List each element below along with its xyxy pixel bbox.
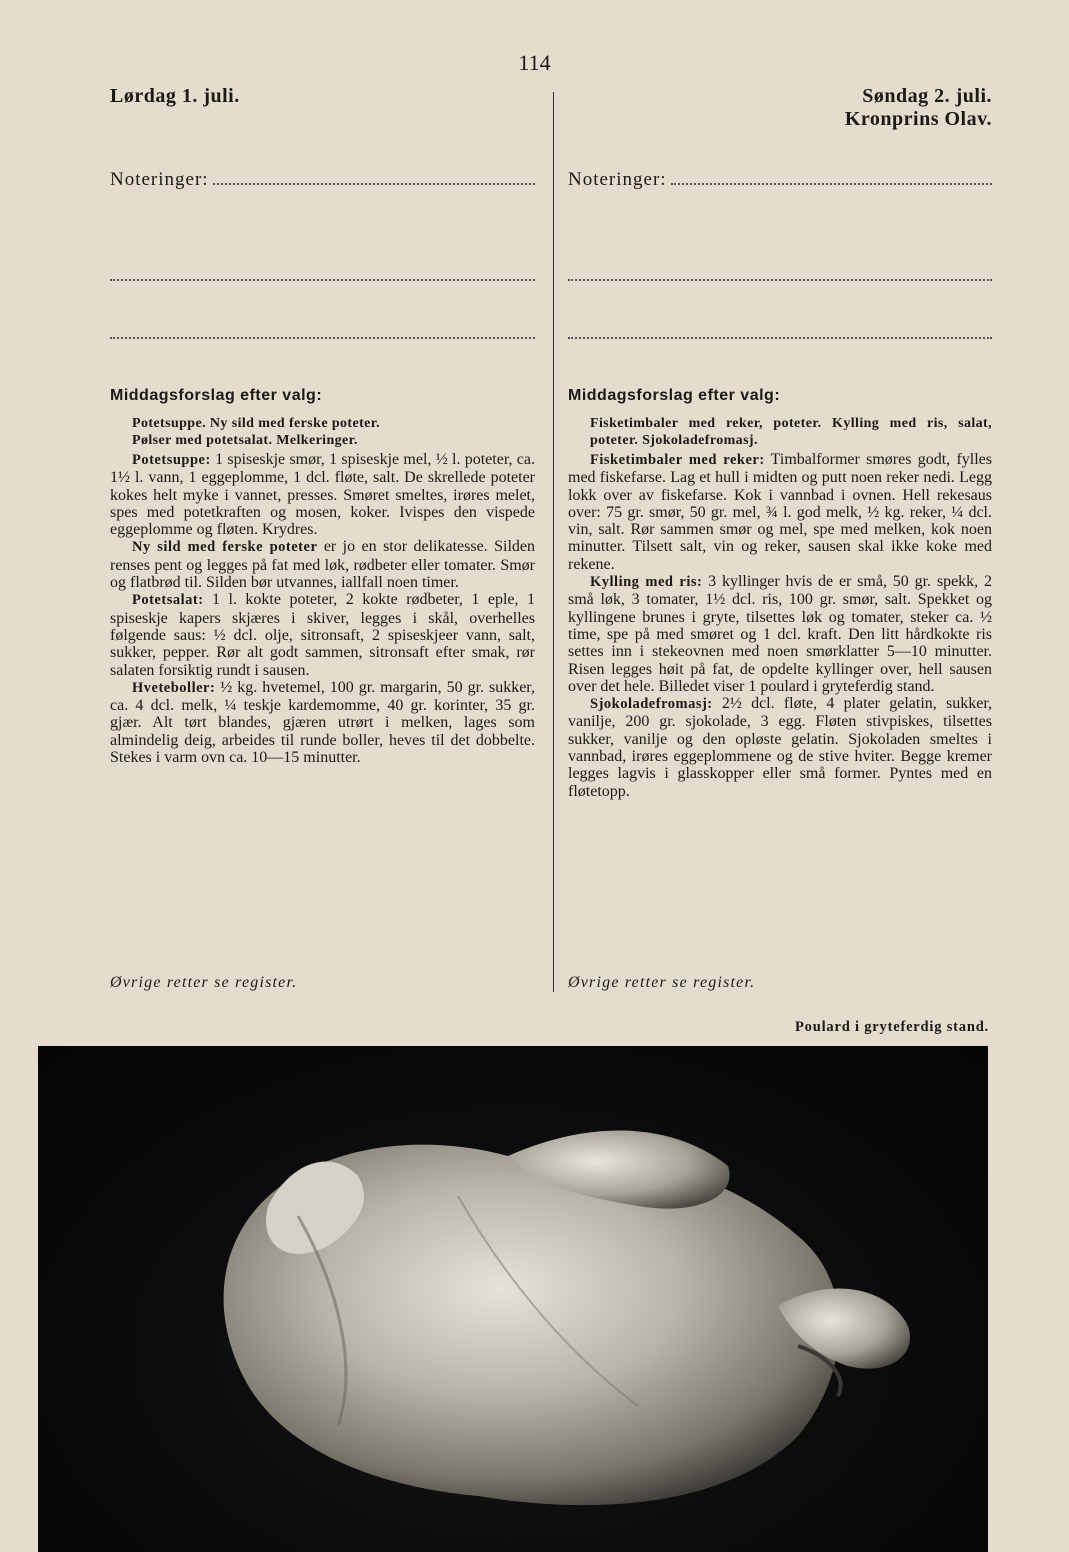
menu-item: Potetsuppe. Ny sild med ferske poteter.: [132, 416, 381, 431]
photo-caption: Poulard i gryteferdig stand.: [795, 1019, 989, 1035]
other-dishes-note-left: Øvrige retter se register.: [110, 974, 298, 991]
recipe-paragraph: [110, 451, 535, 538]
recipe-body: 3 kyllinger hvis de er små, 50 gr. spekk, 2 små løk, 3 tomater, 1½ dcl. ris, 100 gr. smør, salt. Spekket og kyllingene brunes i gryte, tilsettes løk og tomater, steker ca. ½ time, spe på med smøret og 1 dcl. kraft. Den litt hårdkokte ris settes inn i stekeovnen med noen smørklatter 5—10 minutter. Risen legges høit på fat, de opdelte kyllinger over, hell sausen over det hele. Billedet viser 1 poulard i gryteferdig stand.: [568, 573, 992, 695]
day-subtitle: Kronprins Olav.: [844, 108, 992, 130]
day-title-saturday: Lørdag 1. juli.: [110, 85, 240, 107]
recipe-name: Sjokoladefromasj:: [590, 696, 713, 713]
recipe-paragraph: [568, 695, 992, 800]
notes-label: Noteringer:: [110, 169, 209, 190]
recipe-body: 1 spiseskje smør, 1 spiseskje mel, ½ l. poteter, ca. 1½ l. vann, 1 eggeplomme, 1 dcl. fløte, salt. De skrellede poteter kokes helt myke i vannet, presses. Smøret smeltes, irøres melet, spes med potetkraften og mosen, koker. Ivispes den vispede eggeplomme og fløten. Krydres.: [110, 451, 535, 539]
menu-heading: Middagsforslag efter valg:: [110, 387, 323, 404]
recipe-paragraph: [110, 538, 535, 591]
menu-items: [568, 415, 992, 449]
notes-label: Noteringer:: [568, 169, 667, 190]
menu-items: [110, 415, 535, 449]
menu-item: Fisketimbaler med reker, poteter. Kylling med ris, salat, poteter. Sjokoladefromasj.: [590, 416, 992, 448]
menu-heading: Middagsforslag efter valg:: [568, 387, 781, 404]
recipe-paragraph: [110, 679, 535, 766]
poulard-photo: [38, 1046, 988, 1552]
dotted-line: [568, 281, 992, 339]
recipe-name: Hveteboller:: [132, 679, 216, 696]
recipe-paragraph: [568, 573, 992, 695]
poulard-illustration: [38, 1046, 988, 1552]
recipe-name: Potetsuppe:: [132, 452, 211, 468]
dotted-line: [671, 167, 992, 185]
recipe-paragraph: [568, 451, 992, 573]
recipe-name: Ny sild med ferske poteter: [132, 539, 318, 556]
day-title-sunday: Søndag 2. juli.: [862, 85, 992, 107]
dotted-line: [213, 167, 535, 185]
left-column: [110, 85, 535, 766]
recipe-body: er jo en stor delikatesse. Silden renses pent og legges på fat med løk, rødbeter eller tomater. Smør og flatbrød til. Silden bør utvannes, iallfall noen timer.: [110, 538, 536, 592]
recipe-body: Timbalformer smøres godt, fylles med fiskefarse. Lag et hull i midten og putt noen reker nedi. Legg lokk over av fiskefarse. Kok i vannbad i ovnen. Hell rekesaus over: 75 gr. smør, 50 gr. mel, ¾ l. god melk, ½ kg. reker, ¼ dcl. vin, salt. Rør sammen smør og mel, spe med melken, kok noen minutter. Tilsett salt, vin og reker, sausen skal ikke koke med rekene.: [568, 451, 992, 573]
notes-section-left: [110, 167, 535, 339]
recipe-body: 1 l. kokte poteter, 2 kokte rødbeter, 1 eple, 1 spiseskje kapers skjæres i skiver, legges i skål, overhelles følgende saus: ½ dcl. olje, sitronsaft, 2 spiseskjeer vann, salt, sukker, pepper. Rør alt godt sammen, sitronsaft efter smak, rør salaten forsiktig rundt i sausen.: [110, 591, 535, 679]
recipe-body: 2½ dcl. fløte, 4 plater gelatin, sukker, vanilje, 200 gr. sjokolade, 3 egg. Fløten stivpiskes, tilsettes sukker, vanilje og den opløste gelatin. Sjokoladen smeltes i vannbad, irøres eggeplommene og de stive hviter. Begge kremer legges lagvis i glasskopper eller små former. Pyntes med en fløtetopp.: [568, 695, 992, 800]
recipe-paragraph: [110, 591, 535, 678]
dotted-line: [110, 281, 535, 339]
dotted-line: [568, 223, 992, 281]
recipe-name: Kylling med ris:: [590, 574, 703, 591]
notes-section-right: [568, 167, 992, 339]
recipe-name: Fisketimbaler med reker:: [590, 452, 765, 468]
other-dishes-note-right: Øvrige retter se register.: [568, 974, 756, 991]
recipe-name: Potetsalat:: [132, 592, 204, 609]
page-number: 114: [518, 50, 551, 75]
right-column: [568, 85, 992, 800]
column-divider: [553, 92, 554, 992]
recipe-text: [110, 451, 535, 766]
menu-item: Pølser med potetsalat. Melkeringer.: [132, 433, 358, 448]
recipe-body: ½ kg. hvetemel, 100 gr. margarin, 50 gr. sukker, ca. 4 dcl. melk, ¼ teskje kardemomme, 40 gr. korinter, 35 gr. gjær. Alt tørt blandes, gjæren utrørt i melken, lages som almindelig deig, arbeides til runde boller, heves til det dobbelte. Stekes i varm ovn ca. 10—15 minutter.: [110, 678, 535, 767]
recipe-text: [568, 451, 992, 800]
dotted-line: [110, 223, 535, 281]
